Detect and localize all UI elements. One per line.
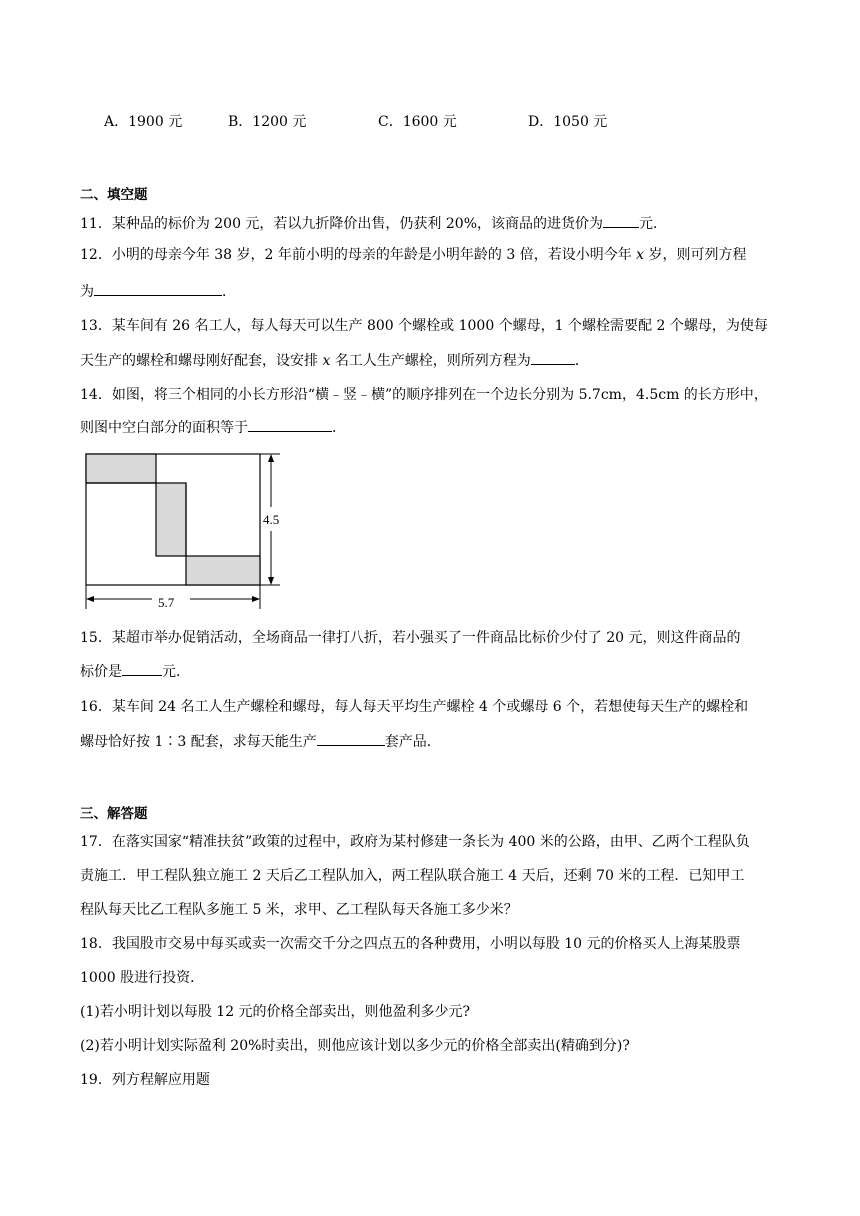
question-15-line2 (80, 661, 190, 682)
question-14-line2 (80, 417, 346, 438)
question-17-line1: 17．在落实国家“精准扶贫”政策的过程中，政府为某村修建一条长为 400 米的公路，由甲、乙两个工程队负 (80, 834, 750, 850)
q15-text-a: 标价是 (80, 664, 122, 680)
answer-blank[interactable] (603, 213, 639, 228)
question-16-line2 (80, 731, 441, 752)
q13-text-c: ． (574, 353, 589, 369)
question-12-line1 (80, 245, 747, 265)
section-heading-fill-blank: 二、填空题 (80, 187, 148, 203)
q14-text-a: 则图中空白部分的面积等于 (80, 420, 248, 436)
q14-text-b: ． (332, 420, 346, 436)
answer-blank[interactable] (317, 731, 385, 746)
q16-text-b: 套产品． (384, 734, 441, 750)
q12-text-b: 岁，则可列方程 (648, 247, 747, 263)
question-11 (80, 213, 667, 234)
q15-text-b: 元． (162, 664, 190, 680)
choice-b: B．1200 元 (228, 114, 307, 130)
answer-blank[interactable] (248, 417, 332, 432)
small-rect-middle (156, 483, 186, 556)
rectangle-figure (80, 449, 300, 619)
answer-blank[interactable] (122, 661, 162, 676)
small-rect-bottom (186, 556, 260, 585)
small-rect-top (86, 454, 156, 483)
choice-a: A．1900 元 (104, 114, 183, 130)
question-18-sub2: (2)若小明计划实际盈利 20%时卖出，则他应该计划以多少元的价格全部卖出(精确到分)? (80, 1038, 630, 1054)
q16-text-a: 螺母恰好按 1∶3 配套，求每天能生产 (80, 734, 317, 750)
choice-d: D．1050 元 (528, 114, 608, 130)
q13-text-b: 名工人生产螺栓，则所列方程为 (334, 353, 531, 369)
question-18-line1: 18．我国股市交易中每买或卖一次需交千分之四点五的各种费用，小明以每股 10 元的价格买人上海某股票 (80, 936, 741, 952)
q13-variable: x (322, 353, 331, 369)
q13-text-a: 天生产的螺栓和螺母刚好配套，设安排 (80, 353, 318, 369)
question-13-line2 (80, 350, 589, 371)
q12-text-a: 12．小明的母亲今年 38 岁，2 年前小明的母亲的年龄是小明年龄的 3 倍，若设小明今年 (80, 247, 632, 263)
answer-blank[interactable] (94, 281, 222, 296)
question-16-line1: 16．某车间 24 名工人生产螺栓和螺母，每人每天平均生产螺栓 4 个或螺母 6 个，若想使每天生产的螺栓和 (80, 699, 749, 715)
question-12-line2 (80, 281, 236, 302)
question-18-sub1: (1)若小明计划以每股 12 元的价格全部卖出，则他盈利多少元? (80, 1004, 471, 1020)
question-13-line1: 13．某车间有 26 名工人，每人每天可以生产 800 个螺栓或 1000 个螺母，1 个螺栓需要配 2 个螺母，为使每 (80, 318, 768, 334)
q11-after: 元． (639, 216, 668, 232)
question-18-line2: 1000 股进行投资． (80, 970, 205, 986)
q12-text-d: ． (222, 284, 236, 300)
height-label: 4.5 (263, 512, 280, 527)
question-14-line1: 14．如图，将三个相同的小长方形沿“横﹣竖﹣横”的顺序排列在一个边长分别为 5.7cm，4.5cm 的长方形中， (80, 387, 768, 403)
choice-c: C．1600 元 (378, 114, 457, 130)
answer-blank[interactable] (531, 350, 575, 365)
q12-variable: x (636, 247, 645, 263)
question-17-line3: 程队每天比乙工程队多施工 5 米，求甲、乙工程队每天各施工多少米？ (80, 902, 518, 918)
question-17-line2: 责施工．甲工程队独立施工 2 天后乙工程队加入，两工程队联合施工 4 天后，还剩 70 米的工程．已知甲工 (80, 868, 745, 884)
q11-text: 11．某种品的标价为 200 元，若以九折降价出售，仍获利 20%，该商品的进货价为 (80, 216, 604, 232)
width-label: 5.7 (158, 595, 175, 610)
section-heading-solutions: 三、解答题 (80, 806, 148, 822)
q12-text-c: 为 (80, 284, 94, 300)
question-19-line1: 19．列方程解应用题 (80, 1072, 210, 1088)
question-15-line1: 15．某超市举办促销活动，全场商品一律打八折，若小强买了一件商品比标价少付了 20 元，则这件商品的 (80, 630, 741, 646)
